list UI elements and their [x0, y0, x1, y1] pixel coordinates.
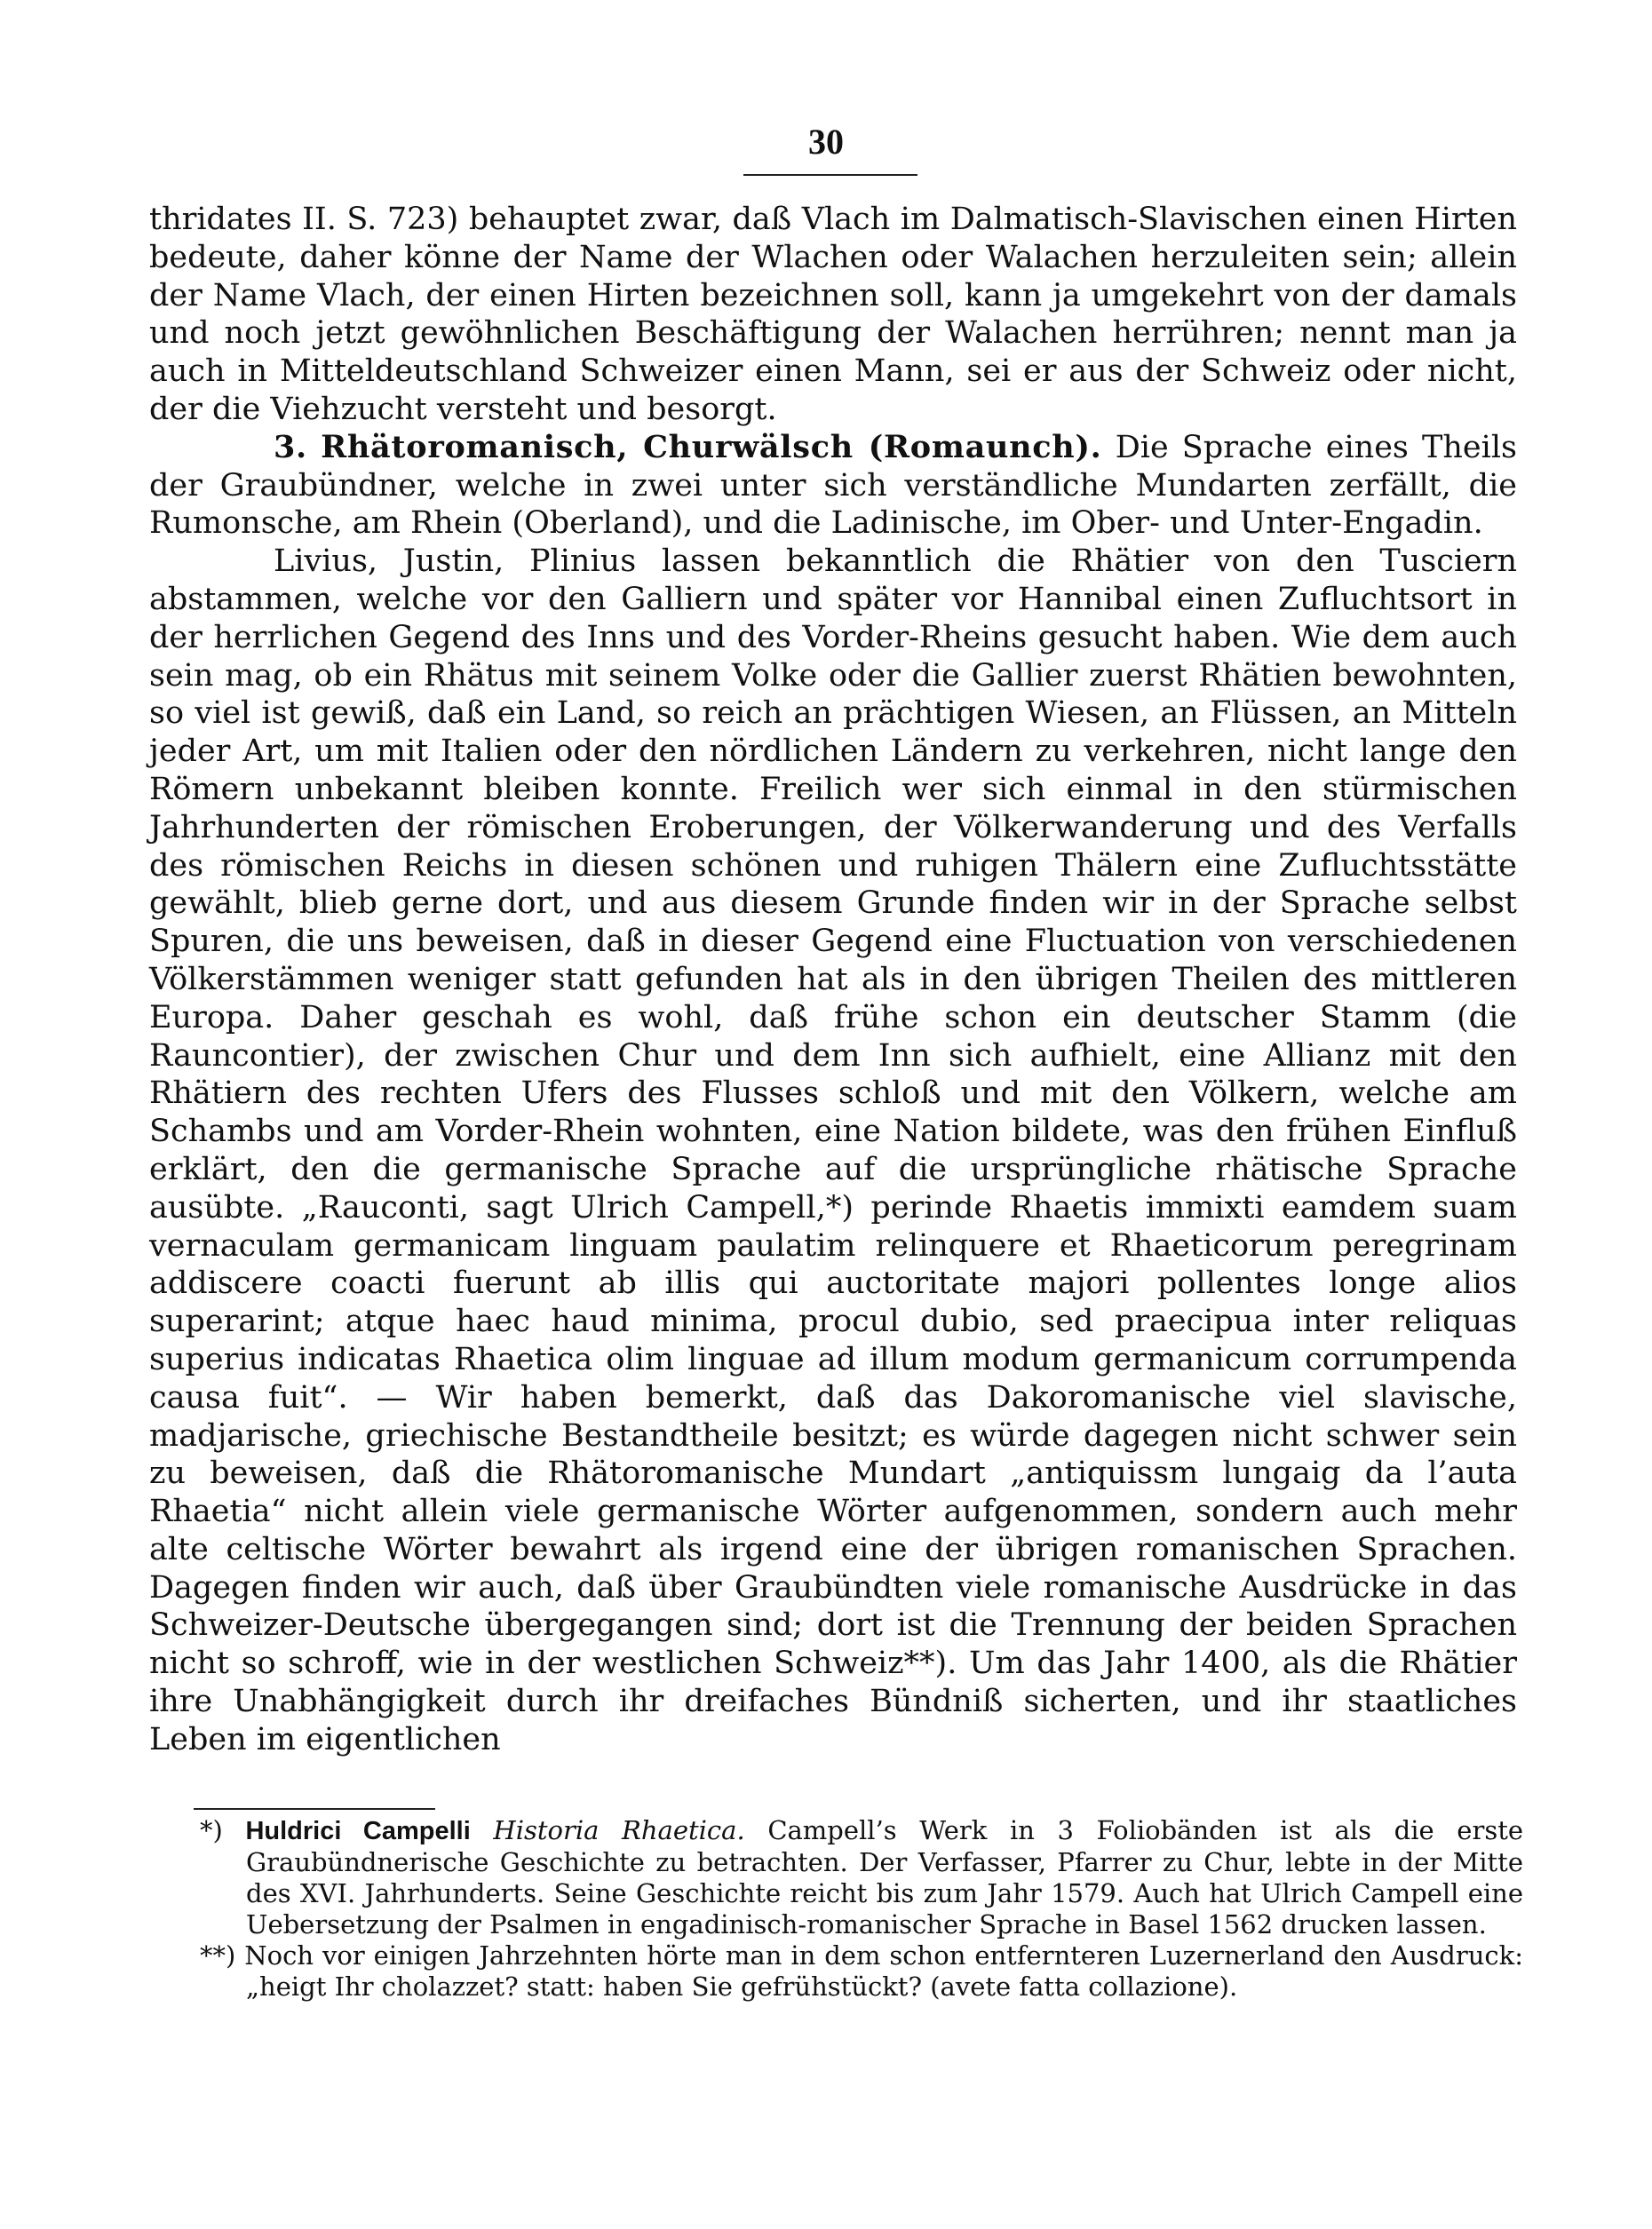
- section-intro: Die Sprache eines Theils der Graubündner, welche in zwei unter sich verständliche Mundarten zerfällt, die Rumonsche, am Rhein (Oberland), und die Ladinische, im Ober- und Unter-Engadin.: [149, 429, 1517, 542]
- footnote-mark: *): [200, 1815, 223, 1845]
- footnotes: [200, 1815, 1523, 2003]
- section-heading: Rhätoromanisch, Churwälsch (Romaunch).: [321, 428, 1102, 465]
- footnote-rule: [194, 1808, 435, 1810]
- page-number-rule: [743, 174, 917, 176]
- footnote-2: [200, 1940, 1523, 2003]
- footnote-text: Noch vor einigen Jahrzehnten hörte man in dem schon entfernteren Luzernerland den Ausdruck: „heigt Ihr cholazzet? statt: haben Sie gefrühstückt? (avete fatta collazione).: [244, 1940, 1523, 2002]
- footnote-work-title: Historia Rhaetica.: [493, 1815, 745, 1845]
- footnote-mark: **): [200, 1940, 236, 1971]
- section-number: 3.: [274, 428, 307, 465]
- page-number: 30: [808, 122, 844, 162]
- paragraph-history: Livius, Justin, Plinius lassen bekanntlich die Rhätier von den Tusciern abstammen, welche vor den Galliern und später vor Hannibal einen Zufluchtsort in der herrlichen Gegend des Inns und des Vorder-Rheins gesucht haben. Wie dem auch sein mag, ob ein Rhätus mit seinem Volke oder die Gallier zuerst Rhätien bewohnten, so viel ist gewiß, daß ein Land, so reich an prächtigen Wiesen, an Flüssen, an Mitteln jeder Art, um mit Italien oder den nördlichen Ländern zu verkehren, nicht lange den Römern unbekannt bleiben konnte. Freilich wer sich einmal in den stürmischen Jahrhunderten der römischen Eroberungen, der Völkerwanderung und des Verfalls des römischen Reichs in diesen schönen und ruhigen Thälern eine Zufluchtsstätte gewählt, blieb gerne dort, und aus diesem Grunde finden wir in der Sprache selbst Spuren, die uns beweisen, daß in dieser Gegend eine Fluctuation von verschiedenen Völkerstämmen weniger statt gefunden hat als in den übrigen Theilen des mittleren Europa. Daher geschah es wohl, daß frühe schon ein deutscher Stamm (die Rauncontier), der zwischen Chur und dem Inn sich aufhielt, eine Allianz mit den Rhätiern des rechten Ufers des Flusses schloß und mit den Völkern, welche am Schambs und am Vorder-Rhein wohnten, eine Nation bildete, was den frühen Einfluß erklärt, den die germanische Sprache auf die ursprüngliche rhätische Sprache ausübte. „Rauconti, sagt Ulrich Campell,*) perinde Rhaetis immixti eamdem suam vernaculam germanicam linguam paulatim relinquere et Rhaeticorum peregrinam addiscere coacti fuerunt ab illis qui auctoritate majori pollentes longe alios superarint; atque haec haud minima, procul dubio, sed praecipua inter reliquas superius indicatas Rhaetica olim linguae ad illum modum germanicum corrumpenda causa fuit“. — Wir haben bemerkt, daß das Dakoromanische viel slavische, madjarische, griechische Bestandtheile besitzt; es würde dagegen nicht schwer sein zu beweisen, daß die Rhätoromanische Mundart „antiquissm lungaig da l’auta Rhaetia“ nicht allein viele germanische Wörter aufgenommen, sondern auch mehr alte celtische Wörter bewahrt als irgend eine der übrigen romanischen Sprachen. Dagegen finden wir auch, daß über Graubündten viele romanische Ausdrücke in das Schweizer-Deutsche übergegangen sind; dort ist die Trennung der beiden Sprachen nicht so schroff, wie in der westlichen Schweiz**). Um das Jahr 1400, als die Rhätier ihre Unabhängigkeit durch ihr dreifaches Bündniß sicherten, und ihr staatliches Leben im eigentlichen: [149, 543, 1517, 1757]
- main-text: [149, 201, 1517, 1759]
- footnote-author: Huldrici Campelli: [245, 1817, 471, 1845]
- section-rhaetoromanic: [149, 429, 1517, 543]
- footnote-text: Campell’s Werk in 3 Foliobänden ist als die erste Graubündnerische Geschichte zu betrachten. Der Verfasser, Pfarrer zu Chur, lebte in der Mitte des XVI. Jahrhunderts. Seine Geschichte reicht bis zum Jahr 1579. Auch hat Ulrich Campell eine Uebersetzung der Psalmen in engadinisch-romanischer Sprache in Basel 1562 drucken lassen.: [246, 1815, 1524, 1939]
- paragraph-vlach: thridates II. S. 723) behauptet zwar, daß Vlach im Dalmatisch-Slavischen einen Hirten bedeute, daher könne der Name der Wlachen oder Walachen herzuleiten sein; allein der Name Vlach, der einen Hirten bezeichnen soll, kann ja umgekehrt von der damals und noch jetzt gewöhnlichen Beschäftigung der Walachen herrühren; nennt man ja auch in Mitteldeutschland Schweizer einen Mann, sei er aus der Schweiz oder nicht, der die Viehzucht versteht und besorgt.: [149, 202, 1517, 427]
- footnote-1: [200, 1815, 1523, 1940]
